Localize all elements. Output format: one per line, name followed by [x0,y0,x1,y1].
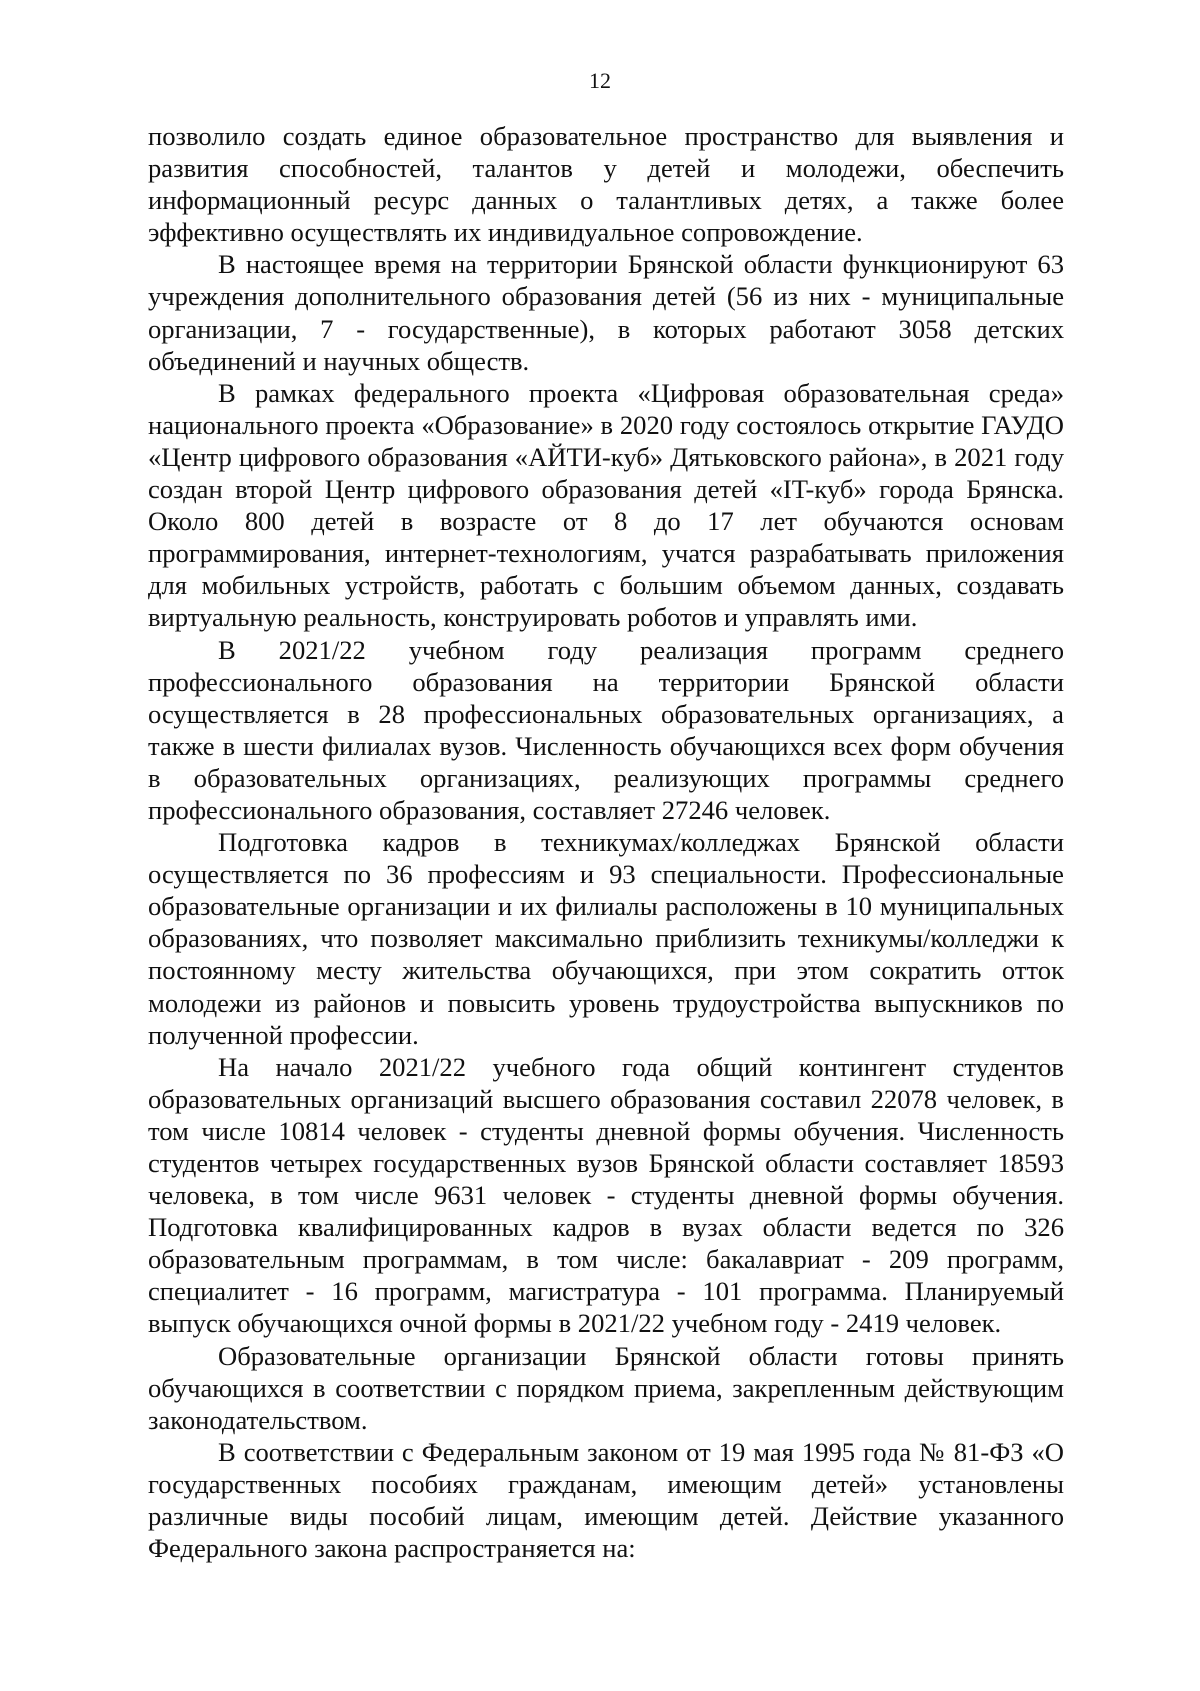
paragraph-staff-training: Подготовка кадров в техникумах/колледжах Брянской области осуществляется по 36 профессиям и 93 специальности. Профессиональные образовательные организации и их филиалы расположены в 10 муниципальных образованиях, что позволяет максимально приблизить техникумы/колледжи к постоянному месту жительства обучающихся, при этом сократить отток молодежи из районов и повысить уровень трудоустройства выпускников по полученной профессии. [148,827,1064,1050]
paragraph-admission-readiness: Образовательные организации Брянской области готовы принять обучающихся в соответствии с порядком приема, закрепленным действующим законодательством. [148,1340,1064,1435]
page-number: 12 [589,68,611,93]
paragraph-additional-education: В настоящее время на территории Брянской области функционируют 63 учреждения дополнительного образования детей (56 из них - муниципальные организации, 7 - государственные), в которых работают 3058 детских объединений и научных обществ. [148,249,1064,376]
paragraph-continuation: позволило создать единое образовательное пространство для выявления и развития способностей, талантов у детей и молодежи, обеспечить информационный ресурс данных о талантливых детях, а также более эффективно осуществлять их индивидуальное сопровождение. [148,121,1064,248]
paragraph-higher-education: На начало 2021/22 учебного года общий контингент студентов образовательных организаций высшего образования составил 22078 человек, в том числе 10814 человек - студенты дневной формы обучения. Численность студентов четырех государственных вузов Брянской области составляет 18593 человека, в том числе 9631 человек - студенты дневной формы обучения. Подготовка квалифицированных кадров в вузах области ведется по 326 образовательным программам, в том числе: бакалавриат - 209 программ, специалитет - 16 программ, магистратура - 101 программа. Планируемый выпуск обучающихся очной формы в 2021/22 учебном году - 2419 человек. [148,1051,1064,1339]
paragraph-digital-education: В рамках федерального проекта «Цифровая образовательная среда» национального проекта «Образование» в 2020 году состоялось открытие ГАУДО «Центр цифрового образования «АЙТИ-куб» Дятьковского района», в 2021 году создан второй Центр цифрового образования детей «IT-куб» города Брянска. Около 800 детей в возрасте от 8 до 17 лет обучаются основам программирования, интернет-технологиям, учатся разрабатывать приложения для мобильных устройств, работать с большим объемом данных, создавать виртуальную реальность, конструировать роботов и управлять ими. [148,377,1064,633]
paragraph-federal-law: В соответствии с Федеральным законом от 19 мая 1995 года № 81-ФЗ «О государственных пособиях гражданам, имеющим детей» установлены различные виды пособий лицам, имеющим детей. Действие указанного Федерального закона распространяется на: [148,1436,1064,1564]
paragraph-vocational-programs: В 2021/22 учебном году реализация программ среднего профессионального образования на территории Брянской области осуществляется в 28 профессиональных образовательных организациях, а также в шести филиалах вузов. Численность обучающихся всех форм обучения в образовательных организациях, реализующих программы среднего профессионального образования, составляет 27246 человек. [148,634,1064,825]
document-body [148,120,1064,1564]
